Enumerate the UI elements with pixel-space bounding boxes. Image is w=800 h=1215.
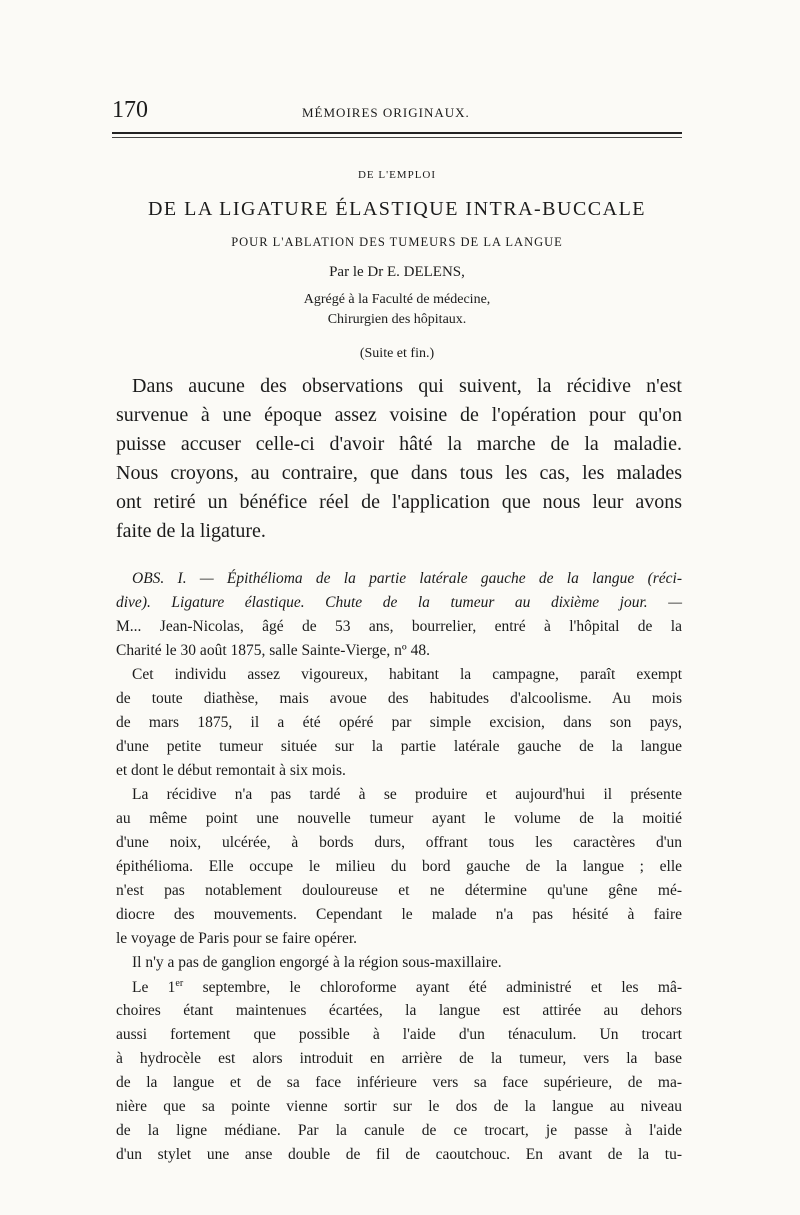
text-line: diocre des mouvements. Cependant le malade n'a pas hésité à faire	[116, 906, 682, 923]
text-line: d'un stylet une anse double de fil de caoutchouc. En avant de la tu-	[116, 1146, 682, 1163]
observation-heading: OBS. I. — Épithélioma de la partie latérale gauche de la langue (réci-	[132, 570, 682, 587]
text-line: épithélioma. Elle occupe le milieu du bord gauche de la langue ; elle	[116, 858, 682, 875]
page-number: 170	[112, 97, 148, 123]
text-line: nière que sa pointe vienne sortir sur le dos de la langue au niveau	[116, 1098, 682, 1115]
author-affiliation-2: Chirurgien des hôpitaux.	[327, 312, 467, 327]
text-line: et dont le début remontait à six mois.	[116, 762, 346, 779]
continuation-note: (Suite et fin.)	[359, 346, 435, 361]
article-subtitle: POUR L'ABLATION DES TUMEURS DE LA LANGUE	[231, 235, 563, 249]
text-line: Il n'y a pas de ganglion engorgé à la région sous-maxillaire.	[132, 954, 502, 971]
running-title: MÉMOIRES ORIGINAUX.	[302, 105, 470, 120]
text-line: Cet individu assez vigoureux, habitant la campagne, paraît exempt	[132, 666, 682, 683]
text-line: Charité le 30 août 1875, salle Sainte-Vierge, nº 48.	[116, 642, 430, 659]
text-line: d'une petite tumeur située sur la partie latérale gauche de la langue	[116, 738, 682, 755]
text-line: aussi fortement que possible à l'aide d'un ténaculum. Un trocart	[116, 1026, 682, 1043]
title-preamble: DE L'EMPLOI	[357, 169, 437, 181]
text-line: faite de la ligature.	[116, 520, 266, 542]
text-line: Dans aucune des observations qui suivent, la récidive n'est	[132, 375, 682, 397]
text-line: de la ligne médiane. Par la canule de ce trocart, je passe à l'aide	[116, 1122, 682, 1139]
header-rule	[112, 132, 682, 134]
text-line: La récidive n'a pas tardé à se produire et aujourd'hui il présente	[132, 786, 682, 803]
author: Par le Dr E. DELENS,	[329, 264, 465, 280]
text-line: à hydrocèle est alors introduit en arrière de la tumeur, vers la base	[116, 1050, 682, 1067]
text-line: de toute diathèse, mais avoue des habitudes d'alcoolisme. Au mois	[116, 690, 682, 707]
text-line: de la langue et de sa face inférieure vers sa face supérieure, de ma-	[116, 1074, 682, 1091]
text-line: Nous croyons, au contraire, que dans tous les cas, les malades	[116, 462, 682, 484]
text-line: Le 1er septembre, le chloroforme ayant été administré et les mâ-	[132, 978, 682, 997]
text-line: puisse accuser celle-ci d'avoir hâté la marche de la maladie.	[116, 433, 682, 455]
observation-heading: dive). Ligature élastique. Chute de la tumeur au dixième jour. —	[116, 594, 682, 611]
text-line: au même point une nouvelle tumeur ayant le volume de la moitié	[116, 810, 682, 827]
article-title: DE LA LIGATURE ÉLASTIQUE INTRA-BUCCALE	[147, 198, 647, 220]
author-affiliation-1: Agrégé à la Faculté de médecine,	[303, 292, 491, 307]
text-line: de mars 1875, il a été opéré par simple excision, dans son pays,	[116, 714, 682, 731]
header-rule-thin	[112, 137, 682, 138]
text-line: survenue à une époque assez voisine de l'opération pour qu'on	[116, 404, 682, 426]
text-line: M... Jean-Nicolas, âgé de 53 ans, bourrelier, entré à l'hôpital de la	[116, 618, 682, 635]
running-head	[112, 97, 682, 127]
text-line: ont retiré un bénéfice réel de l'application que nous leur avons	[116, 491, 682, 513]
text-line: d'une noix, ulcérée, à bords durs, offrant tous les caractères d'un	[116, 834, 682, 851]
text-line: choires étant maintenues écartées, la langue est attirée au dehors	[116, 1002, 682, 1019]
text-line: n'est pas notablement douloureuse et ne détermine qu'une gêne mé-	[116, 882, 682, 899]
text-line: le voyage de Paris pour se faire opérer.	[116, 930, 358, 947]
